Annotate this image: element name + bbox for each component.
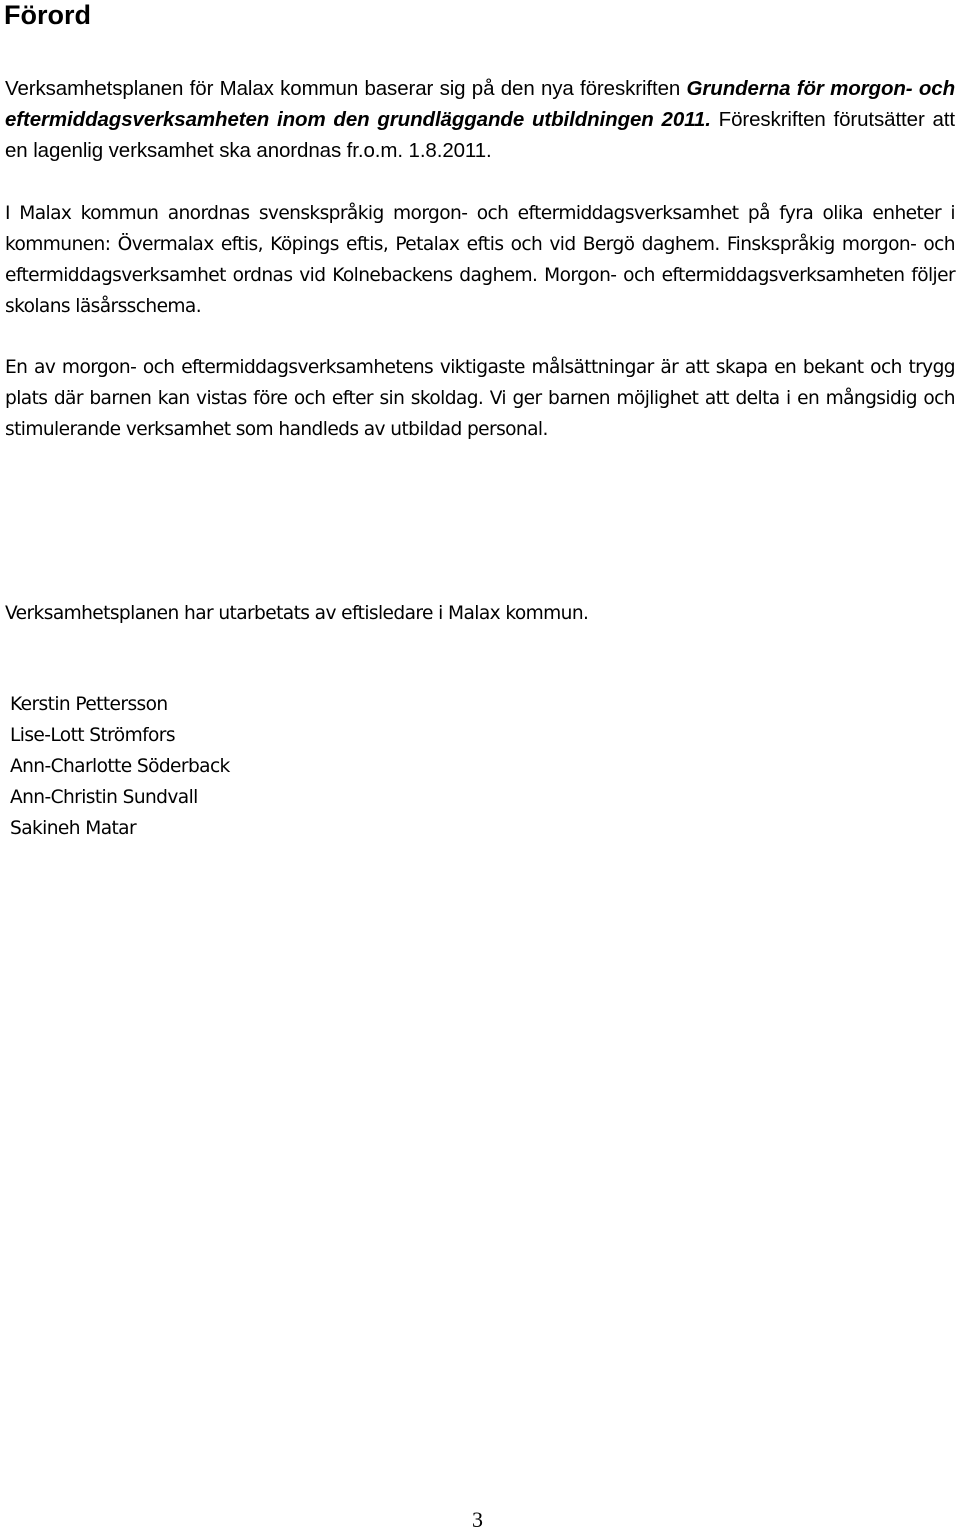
- regulation-title: Grunderna för morgon- och eftermiddagsverksamheten inom den grundläggande utbildningen 2011.: [5, 77, 955, 131]
- signer-name: Lise-Lott Strömfors: [10, 725, 175, 746]
- signer-name: Kerstin Pettersson: [10, 694, 168, 715]
- intro-rest-text: Föreskriften förutsätter att en lagenlig verksamhet ska anordnas fr.o.m. 1.8.2011.: [5, 108, 955, 162]
- page-number: 3: [472, 1507, 483, 1532]
- signer-name: Sakineh Matar: [10, 818, 137, 839]
- signer-name: Ann-Christin Sundvall: [10, 787, 198, 808]
- units-paragraph: I Malax kommun anordnas svenskspråkig morgon- och eftermiddagsverksamhet på fyra olika enheter i kommunen: Övermalax eftis, Köpings eftis, Petalax eftis och vid Bergö daghem. Finskspråkig morgon- och eftermiddagsverksamhet ordnas vid Kolnebackens daghem. Morgon- och eftermiddagsverksamheten följer skolans läsårsschema.: [5, 203, 955, 317]
- page-title: Förord: [4, 0, 91, 30]
- intro-text: Verksamhetsplanen för Malax kommun baserar sig på den nya föreskriften: [5, 77, 687, 100]
- signer-name: Ann-Charlotte Söderback: [10, 756, 230, 777]
- signer-list: [10, 689, 230, 844]
- intro-paragraph: [5, 73, 955, 166]
- authorship-paragraph: Verksamhetsplanen har utarbetats av eftisledare i Malax kommun.: [5, 603, 589, 624]
- goals-paragraph: En av morgon- och eftermiddagsverksamhetens viktigaste målsättningar är att skapa en bekant och trygg plats där barnen kan vistas före och efter sin skoldag. Vi ger barnen möjlighet att delta i en mångsidig och stimulerande verksamhet som handleds av utbildad personal.: [5, 357, 955, 440]
